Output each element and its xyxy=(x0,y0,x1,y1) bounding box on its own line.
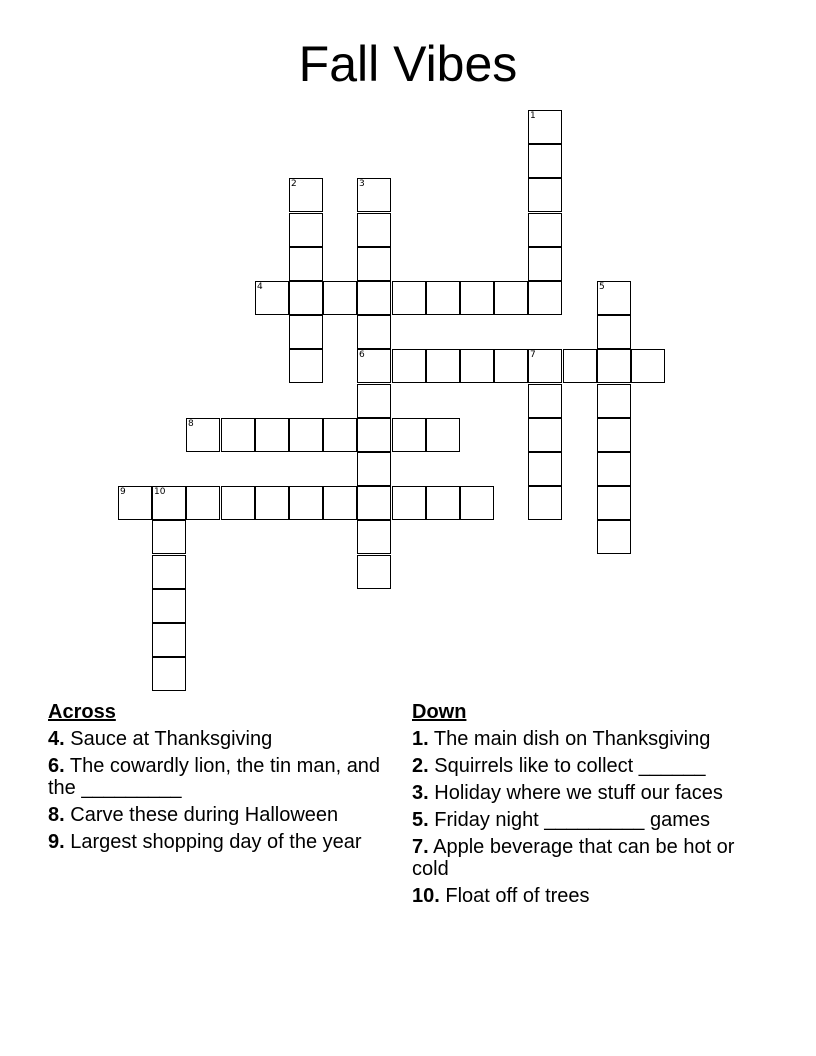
grid-cell[interactable] xyxy=(460,281,494,315)
clue-down-2 xyxy=(412,755,752,777)
grid-cell[interactable] xyxy=(528,384,562,418)
grid-cell[interactable] xyxy=(494,281,528,315)
cell-number: 3 xyxy=(359,179,365,189)
grid-cell[interactable] xyxy=(597,315,631,349)
grid-cell[interactable] xyxy=(357,281,391,315)
cell-number: 10 xyxy=(154,487,166,497)
grid-cell[interactable] xyxy=(289,486,323,520)
clue-text: Carve these during Halloween xyxy=(70,804,339,826)
grid-cell[interactable] xyxy=(255,281,289,315)
grid-cell[interactable] xyxy=(426,418,460,452)
grid-cell[interactable] xyxy=(597,384,631,418)
grid-cell[interactable] xyxy=(323,418,357,452)
grid-cell[interactable] xyxy=(357,486,391,520)
grid-cell[interactable] xyxy=(460,486,494,520)
cell-number: 8 xyxy=(188,419,194,429)
grid-cell[interactable] xyxy=(563,349,597,383)
grid-cell[interactable] xyxy=(426,486,460,520)
grid-cell[interactable] xyxy=(426,281,460,315)
grid-cell[interactable] xyxy=(597,349,631,383)
grid-cell[interactable] xyxy=(289,281,323,315)
grid-cell[interactable] xyxy=(289,315,323,349)
grid-cell[interactable] xyxy=(426,349,460,383)
grid-cell[interactable] xyxy=(597,486,631,520)
grid-cell[interactable] xyxy=(597,281,631,315)
grid-cell[interactable] xyxy=(460,349,494,383)
clue-text: Holiday where we stuff our faces xyxy=(434,782,723,804)
cell-number: 4 xyxy=(257,282,263,292)
grid-cell[interactable] xyxy=(152,555,186,589)
grid-cell[interactable] xyxy=(221,486,255,520)
grid-cell[interactable] xyxy=(494,349,528,383)
grid-cell[interactable] xyxy=(289,178,323,212)
grid-cell[interactable] xyxy=(528,349,562,383)
down-heading: Down xyxy=(412,701,467,723)
grid-cell[interactable] xyxy=(528,281,562,315)
clue-number: 7. xyxy=(412,836,429,858)
clue-across-8 xyxy=(48,804,388,826)
clue-number: 8. xyxy=(48,804,65,826)
grid-cell[interactable] xyxy=(597,520,631,554)
grid-cell[interactable] xyxy=(528,247,562,281)
grid-cell[interactable] xyxy=(289,247,323,281)
grid-cell[interactable] xyxy=(323,281,357,315)
clue-across-6 xyxy=(48,755,388,799)
grid-cell[interactable] xyxy=(152,623,186,657)
clue-down-3 xyxy=(412,782,752,804)
clue-text: Sauce at Thanksgiving xyxy=(70,728,273,750)
grid-cell[interactable] xyxy=(186,486,220,520)
clue-number: 1. xyxy=(412,728,429,750)
cell-number: 1 xyxy=(530,111,536,121)
clue-text: The main dish on Thanksgiving xyxy=(433,728,711,750)
grid-cell[interactable] xyxy=(357,213,391,247)
grid-cell[interactable] xyxy=(528,452,562,486)
cell-number: 6 xyxy=(359,350,365,360)
clue-number: 2. xyxy=(412,755,429,777)
grid-cell[interactable] xyxy=(597,452,631,486)
clue-text: Apple beverage that can be hot or cold xyxy=(412,836,735,880)
clue-text: Friday night _________ games xyxy=(434,809,710,831)
clue-text: The cowardly lion, the tin man, and the _________ xyxy=(48,755,381,799)
across-heading: Across xyxy=(48,701,116,723)
grid-cell[interactable] xyxy=(221,418,255,452)
grid-cell[interactable] xyxy=(392,418,426,452)
clue-down-10 xyxy=(412,885,752,907)
grid-cell[interactable] xyxy=(357,315,391,349)
grid-cell[interactable] xyxy=(357,349,391,383)
clue-number: 3. xyxy=(412,782,429,804)
across-clues xyxy=(48,701,388,858)
grid-cell[interactable] xyxy=(357,555,391,589)
clue-number: 9. xyxy=(48,831,65,853)
clue-across-9 xyxy=(48,831,388,853)
grid-cell[interactable] xyxy=(186,418,220,452)
grid-cell[interactable] xyxy=(528,110,562,144)
grid-cell[interactable] xyxy=(118,486,152,520)
grid-cell[interactable] xyxy=(357,384,391,418)
cell-number: 9 xyxy=(120,487,126,497)
grid-cell[interactable] xyxy=(528,178,562,212)
grid-cell[interactable] xyxy=(289,418,323,452)
puzzle-title: Fall Vibes xyxy=(298,36,518,92)
down-clues xyxy=(412,701,752,912)
cell-number: 7 xyxy=(530,350,536,360)
grid-cell[interactable] xyxy=(289,213,323,247)
clue-down-1 xyxy=(412,728,752,750)
grid-cell[interactable] xyxy=(323,486,357,520)
clue-number: 4. xyxy=(48,728,65,750)
clue-across-4 xyxy=(48,728,388,750)
grid-cell[interactable] xyxy=(357,452,391,486)
clue-number: 6. xyxy=(48,755,65,777)
clue-text: Largest shopping day of the year xyxy=(70,831,362,853)
grid-cell[interactable] xyxy=(357,178,391,212)
grid-cell[interactable] xyxy=(631,349,665,383)
grid-cell[interactable] xyxy=(152,589,186,623)
grid-cell[interactable] xyxy=(528,418,562,452)
grid-cell[interactable] xyxy=(289,349,323,383)
grid-cell[interactable] xyxy=(392,486,426,520)
clue-number: 10. xyxy=(412,885,440,907)
cell-number: 5 xyxy=(599,282,605,292)
grid-cell[interactable] xyxy=(357,418,391,452)
grid-cell[interactable] xyxy=(528,144,562,178)
grid-cell[interactable] xyxy=(152,486,186,520)
grid-cell[interactable] xyxy=(255,418,289,452)
cell-number: 2 xyxy=(291,179,297,189)
grid-cell[interactable] xyxy=(392,281,426,315)
grid-cell[interactable] xyxy=(392,349,426,383)
clue-text: Squirrels like to collect ______ xyxy=(434,755,706,777)
grid-cell[interactable] xyxy=(528,213,562,247)
grid-cell[interactable] xyxy=(597,418,631,452)
grid-cell[interactable] xyxy=(255,486,289,520)
clue-down-7 xyxy=(412,836,752,880)
grid-cell[interactable] xyxy=(152,520,186,554)
grid-cell[interactable] xyxy=(357,520,391,554)
grid-cell[interactable] xyxy=(357,247,391,281)
clue-down-5 xyxy=(412,809,752,831)
clue-number: 5. xyxy=(412,809,429,831)
clue-text: Float off of trees xyxy=(445,885,590,907)
grid-cell[interactable] xyxy=(528,486,562,520)
grid-cell[interactable] xyxy=(152,657,186,691)
